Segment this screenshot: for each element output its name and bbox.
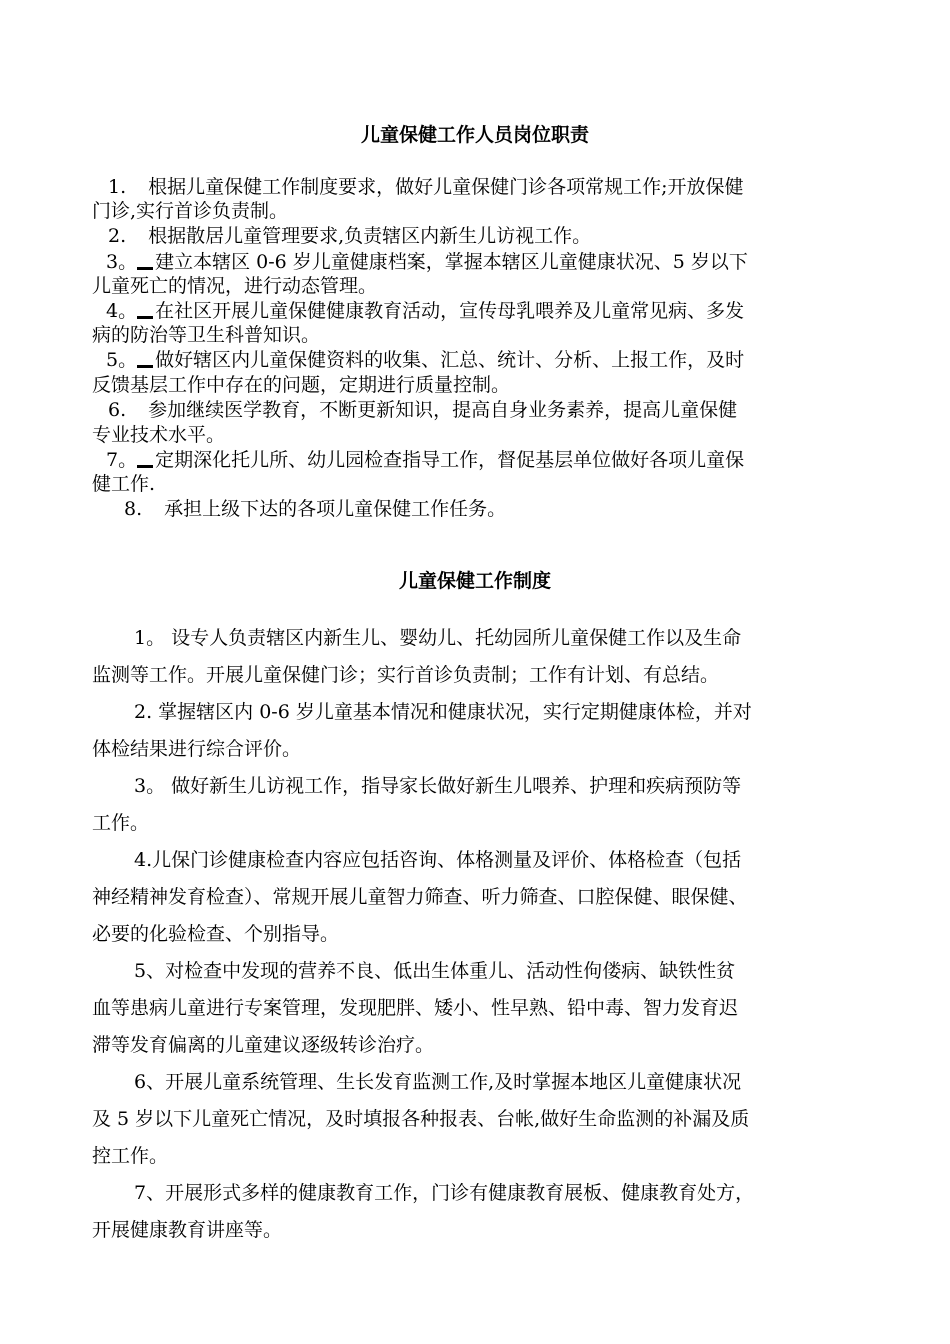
list-item-continuation: 儿童死亡的情况，进行动态管理。 [92, 275, 378, 297]
paragraph-line: 监测等工作。开展儿童保健门诊；实行首诊负责制；工作有计划、有总结。 [92, 664, 720, 686]
list-item: 8. 承担上级下达的各项儿童保健工作任务。 [124, 498, 507, 520]
paragraph-line: 必要的化验检查、个别指导。 [92, 923, 340, 945]
paragraph-line: 6、开展儿童系统管理、生长发育监测工作,及时掌握本地区儿童健康状况 [134, 1071, 742, 1093]
paragraph-line: 血等患病儿童进行专案管理，发现肥胖、矮小、性早熟、铅中毒、智力发育迟 [92, 997, 739, 1019]
list-item: 7。 定期深化托儿所、幼儿园检查指导工作，督促基层单位做好各项儿童保 [106, 449, 745, 471]
paragraph-line: 开展健康教育讲座等。 [92, 1219, 283, 1241]
paragraph-line: 神经精神发育检查）、常规开展儿童智力筛查、听力筛查、口腔保健、眼保健、 [92, 886, 748, 908]
placeholder-mark-icon [137, 313, 153, 319]
section2-title: 儿童保健工作制度 [398, 570, 551, 592]
paragraph-line: 1。 设专人负责辖区内新生儿、婴幼儿、托幼园所儿童保健工作以及生命 [134, 627, 742, 649]
list-item: 2. 根据散居儿童管理要求,负责辖区内新生儿访视工作。 [108, 225, 592, 247]
list-item-continuation: 门诊,实行首诊负责制。 [92, 200, 289, 222]
list-item-continuation: 病的防治等卫生科普知识。 [92, 324, 321, 346]
list-item-continuation: 反馈基层工作中存在的问题，定期进行质量控制。 [92, 374, 511, 396]
list-item: 6. 参加继续医学教育，不断更新知识，提高自身业务素养，提高儿童保健 [108, 399, 738, 421]
list-item: 5。 做好辖区内儿童保健资料的收集、汇总、统计、分析、上报工作，及时 [106, 349, 745, 371]
paragraph-line: 体检结果进行综合评价。 [92, 738, 302, 760]
paragraph-line: 7、开展形式多样的健康教育工作，门诊有健康教育展板、健康教育处方， [134, 1182, 755, 1204]
list-item: 3。 建立本辖区 0-6 岁儿童健康档案，掌握本辖区儿童健康状况、5 岁以下 [106, 251, 748, 273]
list-item: 1. 根据儿童保健工作制度要求，做好儿童保健门诊各项常规工作;开放保健 [108, 176, 744, 198]
paragraph-line: 3。 做好新生儿访视工作，指导家长做好新生儿喂养、护理和疾病预防等 [134, 775, 742, 797]
placeholder-mark-icon [137, 264, 153, 270]
paragraph-line: 5、对检查中发现的营养不良、低出生体重儿、活动性佝偻病、缺铁性贫 [134, 960, 736, 982]
list-item-continuation: 专业技术水平。 [92, 424, 226, 446]
paragraph-line: 4.儿保门诊健康检查内容应包括咨询、体格测量及评价、体格检查（包括 [134, 849, 742, 871]
list-item: 4。 在社区开展儿童保健健康教育活动，宣传母乳喂养及儿童常见病、多发 [106, 300, 745, 322]
paragraph-line: 2. 掌握辖区内 0-6 岁儿童基本情况和健康状况，实行定期健康体检，并对 [134, 701, 752, 723]
placeholder-mark-icon [137, 362, 153, 368]
paragraph-line: 及 5 岁以下儿童死亡情况，及时填报各种报表、台帐,做好生命监测的补漏及质 [92, 1108, 750, 1130]
paragraph-line: 工作。 [92, 812, 150, 834]
placeholder-mark-icon [137, 462, 153, 468]
list-item-continuation: 健工作. [92, 473, 156, 495]
paragraph-line: 控工作。 [92, 1145, 169, 1167]
section1-title: 儿童保健工作人员岗位职责 [360, 124, 589, 146]
paragraph-line: 滞等发育偏离的儿童建议逐级转诊治疗。 [92, 1034, 435, 1056]
